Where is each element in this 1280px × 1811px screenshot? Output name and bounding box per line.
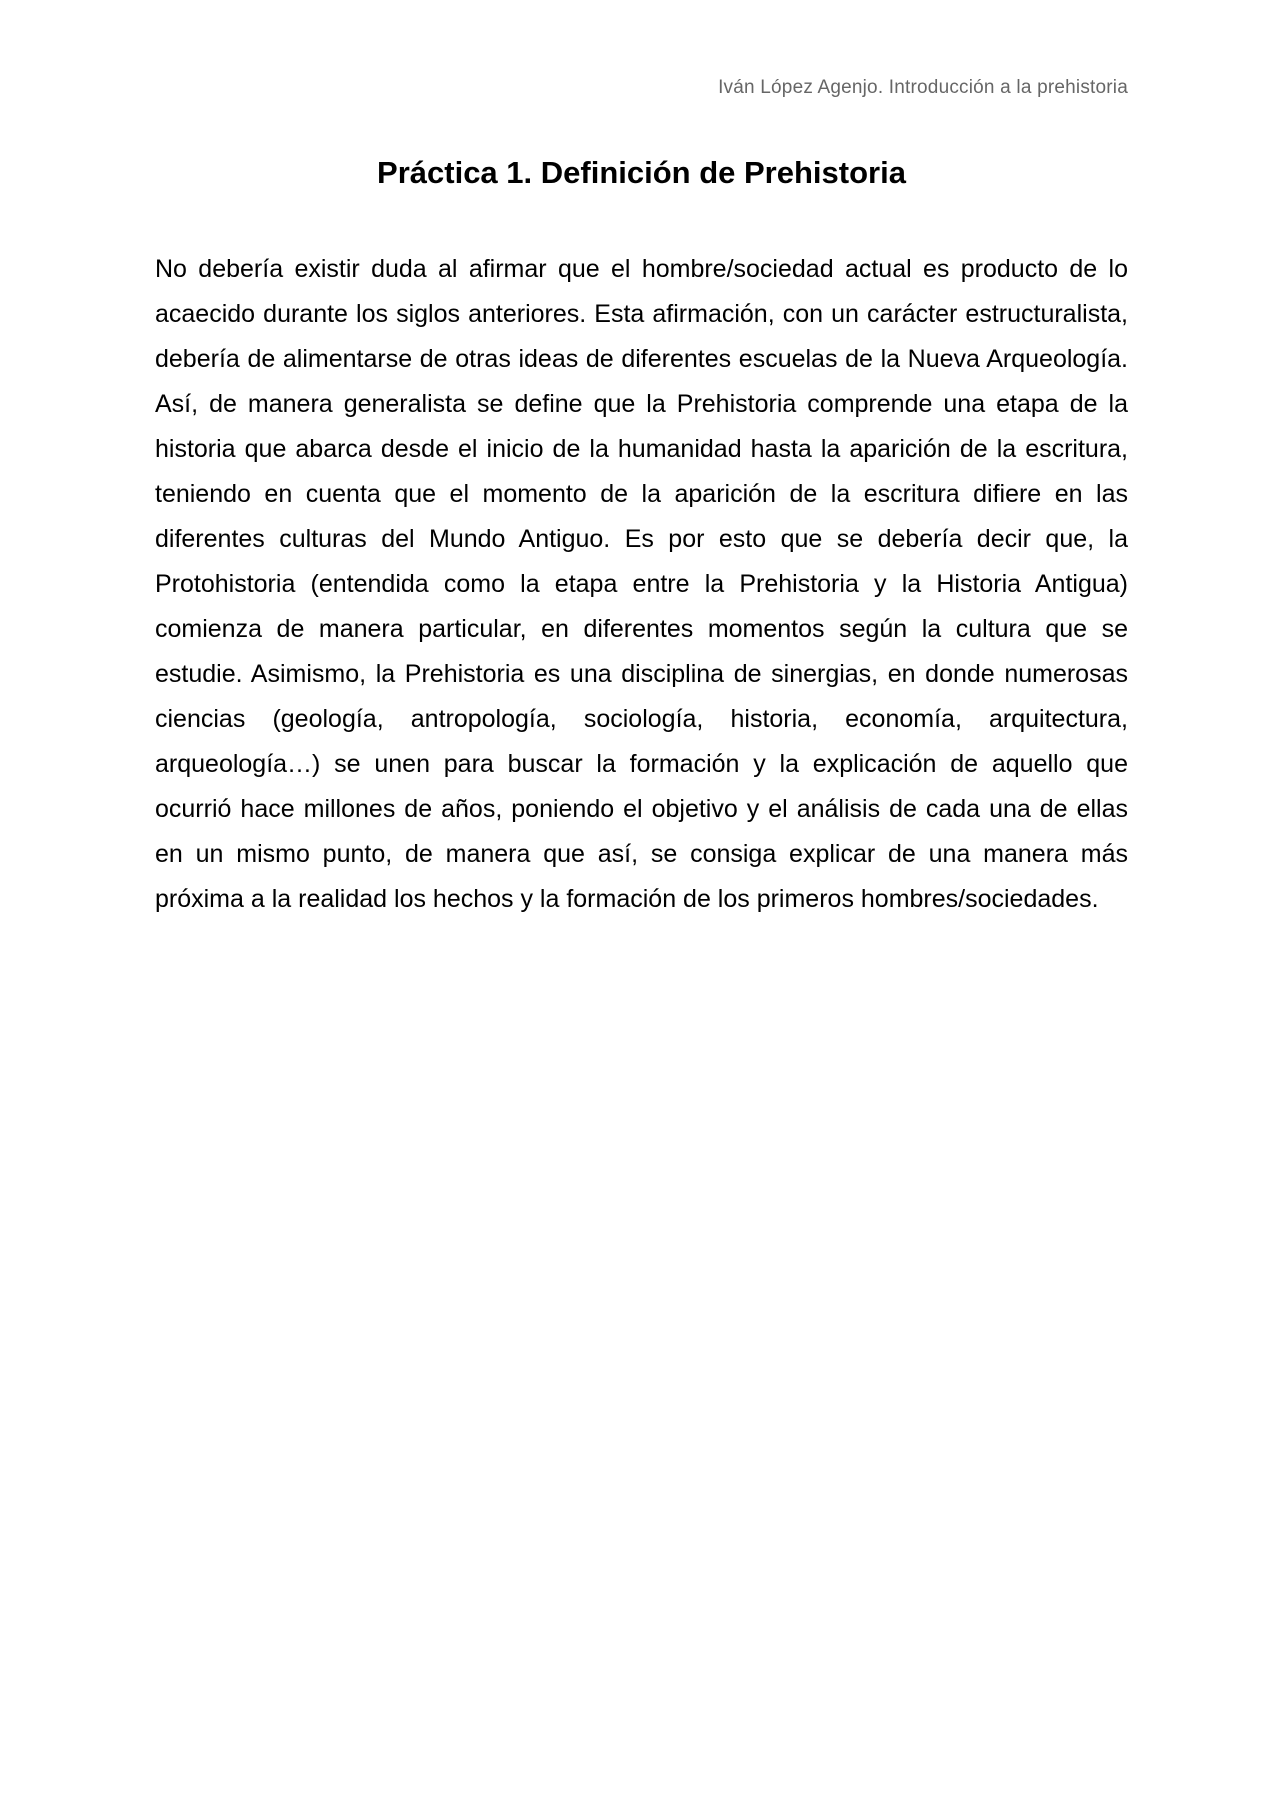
page-title: Práctica 1. Definición de Prehistoria: [377, 155, 906, 190]
body-paragraph: No debería existir duda al afirmar que el hombre/sociedad actual es producto de lo acaecido durante los siglos anteriores. Esta afirmación, con un carácter estructuralista, debería de alimentarse de otras ideas de diferentes escuelas de la Nueva Arqueología. Así, de manera generalista se define que la Prehistoria comprende una etapa de la historia que abarca desde el inicio de la humanidad hasta la aparición de la escritura, teniendo en cuenta que el momento de la aparición de la escritura difiere en las diferentes culturas del Mundo Antiguo. Es por esto que se debería decir que, la Protohistoria (entendida como la etapa entre la Prehistoria y la Historia Antigua) comienza de manera particular, en diferentes momentos según la cultura que se estudie. Asimismo, la Prehistoria es una disciplina de sinergias, en donde numerosas ciencias (geología, antropología, sociología, historia, economía, arquitectura, arqueología…) se unen para buscar la formación y la explicación de aquello que ocurrió hace millones de años, poniendo el objetivo y el análisis de cada una de ellas en un mismo punto, de manera que así, se consiga explicar de una manera más próxima a la realidad los hechos y la formación de los primeros hombres/sociedades.: [155, 255, 1128, 913]
running-header: Iván López Agenjo. Introducción a la prehistoria: [718, 77, 1128, 98]
